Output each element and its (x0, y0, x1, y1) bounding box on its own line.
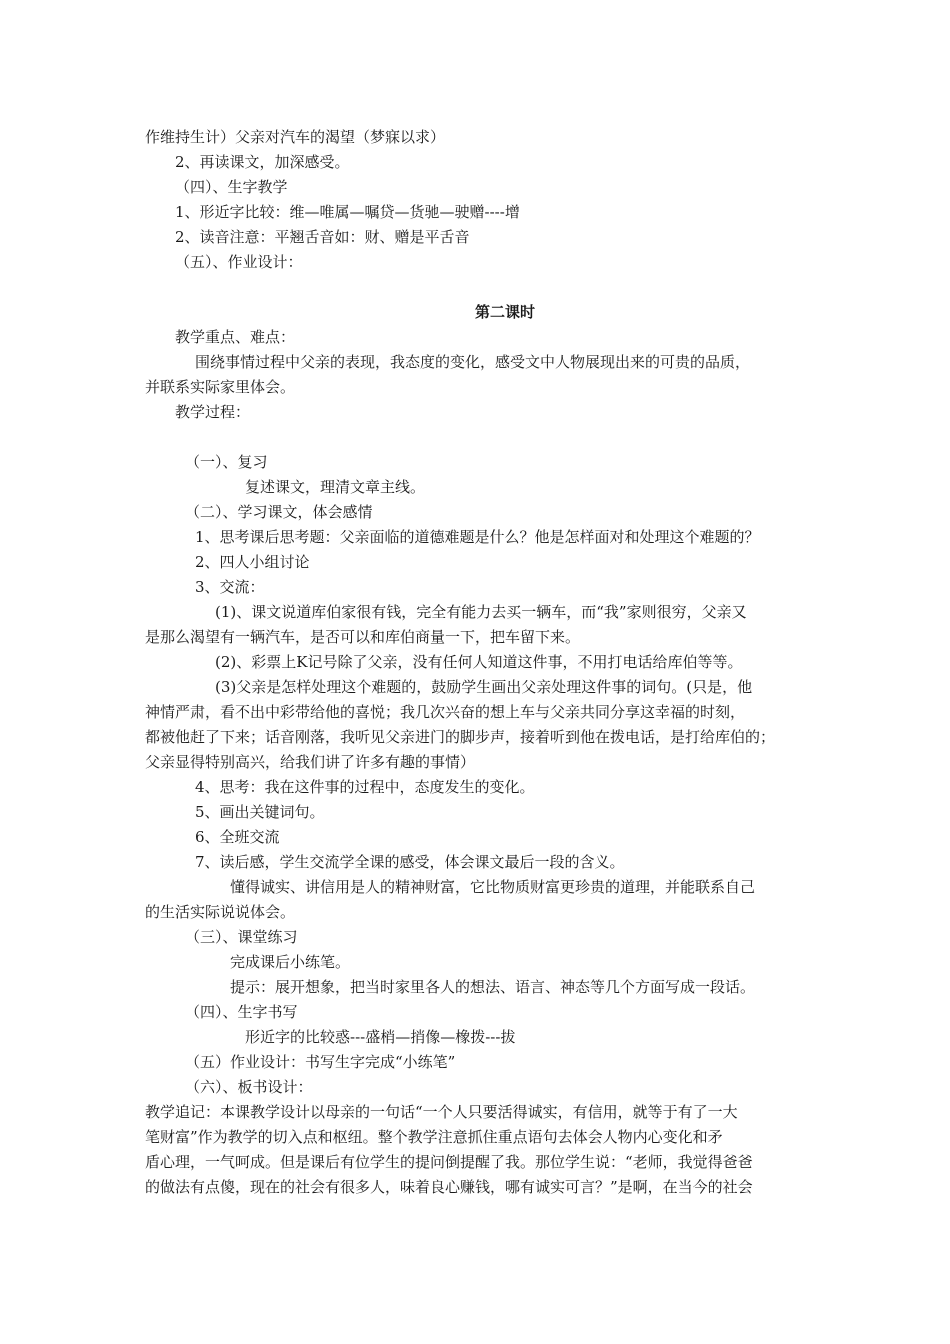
text-line: 教学重点、难点： (175, 328, 296, 346)
text-line: （五）、作业设计： (175, 253, 303, 271)
text-line: 的做法有点傻，现在的社会有很多人，味着良心赚钱，哪有诚实可言？”是啊，在当今的社会 (145, 1178, 753, 1196)
text-line: （五）作业设计：书写生字完成“小练笔” (185, 1053, 456, 1071)
text-line: 的生活实际说说体会。 (145, 903, 296, 921)
text-line: 作维持生计）父亲对汽车的渴望（梦寐以求） (145, 128, 446, 146)
text-line: (2)、彩票上K记号除了父亲，没有任何人知道这件事，不用打电话给库伯等等。 (215, 653, 743, 671)
text-line: 父亲显得特别高兴，给我们讲了许多有趣的事情） (145, 753, 476, 771)
text-line: 1、思考课后思考题：父亲面临的道德难题是什么？他是怎样面对和处理这个难题的？ (195, 528, 760, 546)
text-line: 5、画出关键词句。 (195, 803, 325, 821)
text-line: （六）、板书设计： (185, 1078, 313, 1096)
text-line: 1、形近字比较：维—唯属—嘱贷—货驰—驶赠----增 (175, 203, 520, 221)
text-line: 6、全班交流 (195, 828, 280, 846)
text-line: 懂得诚实、讲信用是人的精神财富，它比物质财富更珍贵的道理，并能联系自己 (230, 878, 756, 896)
text-line: 2、四人小组讨论 (195, 553, 310, 571)
text-line: 3、交流： (195, 578, 265, 596)
text-line: 完成课后小练笔。 (230, 953, 351, 971)
text-line: 盾心理，一气呵成。但是课后有位学生的提问倒提醒了我。那位学生说：“老师，我觉得爸爸 (145, 1153, 753, 1171)
text-line: 教学追记：本课教学设计以母亲的一句话“一个人只要活得诚实，有信用，就等于有了一大 (145, 1103, 738, 1121)
text-line: 4、思考：我在这件事的过程中，态度发生的变化。 (195, 778, 535, 796)
text-line: 7、读后感，学生交流学全课的感受，体会课文最后一段的含义。 (195, 853, 625, 871)
text-line: 并联系实际家里体会。 (145, 378, 296, 396)
text-line: 神情严肃，看不出中彩带给他的喜悦；我几次兴奋的想上车与父亲共同分享这幸福的时刻， (145, 703, 746, 721)
text-line: 都被他赶了下来；话音刚落，我听见父亲进门的脚步声，接着听到他在拨电话，是打给库伯的； (145, 728, 776, 746)
text-line: 围绕事情过程中父亲的表现，我态度的变化，感受文中人物展现出来的可贵的品质， (195, 353, 751, 371)
text-line: 教学过程： (175, 403, 251, 421)
text-line: 2、读音注意：平翘舌音如：财、赠是平舌音 (175, 228, 470, 246)
text-line: （三）、课堂练习 (185, 928, 298, 946)
text-line: 提示：展开想象，把当时家里各人的想法、语言、神态等几个方面写成一段话。 (230, 978, 756, 996)
text-line: (3)父亲是怎样处理这个难题的，鼓励学生画出父亲处理这件事的词句。(只是，他 (215, 678, 753, 696)
text-line: 复述课文，理清文章主线。 (245, 478, 426, 496)
text-line: 是那么渴望有一辆汽车，是否可以和库伯商量一下，把车留下来。 (145, 628, 581, 646)
text-line: 2、再读课文，加深感受。 (175, 153, 350, 171)
text-line: 笔财富”作为教学的切入点和枢纽。整个教学注意抓住重点语句去体会人物内心变化和矛 (145, 1128, 723, 1146)
text-line: （二）、学习课文，体会感情 (185, 503, 373, 521)
text-line: （四）、生字书写 (185, 1003, 298, 1021)
text-line: （一）、复习 (185, 453, 268, 471)
text-line: 形近字的比较惑---盛梢—捎像—橡拨---拔 (245, 1028, 516, 1046)
text-line: （四）、生字教学 (175, 178, 288, 196)
text-line: (1)、课文说道库伯家很有钱，完全有能力去买一辆车，而“我”家则很穷，父亲又 (215, 603, 747, 621)
section-heading: 第二课时 (474, 303, 535, 321)
